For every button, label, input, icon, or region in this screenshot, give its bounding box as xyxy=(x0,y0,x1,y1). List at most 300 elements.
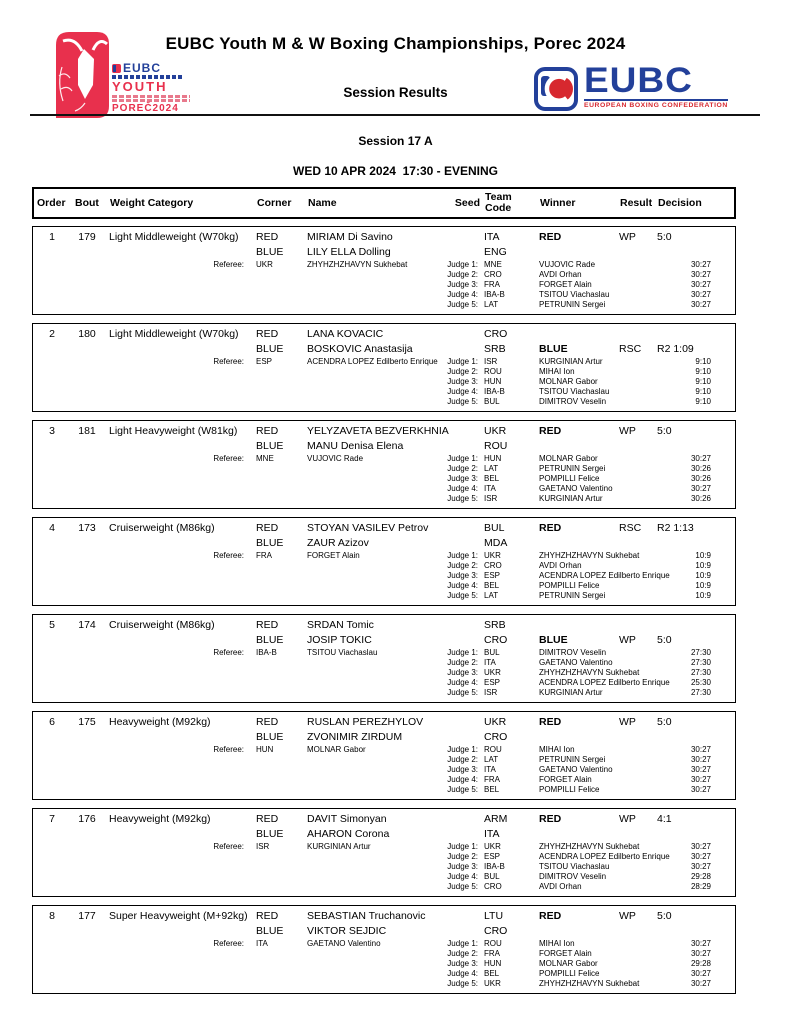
referee-name xyxy=(304,688,441,698)
team-code-red: ARM xyxy=(484,813,508,825)
order-cell: 1 xyxy=(49,231,55,243)
referee-label xyxy=(103,658,253,668)
referee-name xyxy=(304,591,441,601)
judge-label: Judge 4: xyxy=(447,387,478,396)
referee-name xyxy=(304,464,441,474)
referee-label xyxy=(103,474,253,484)
corner-label-blue: BLUE xyxy=(256,343,284,355)
referee-team xyxy=(253,591,304,601)
judge-label: Judge 3: xyxy=(447,959,478,968)
judge-score: 9:10 xyxy=(695,367,711,376)
referee-label xyxy=(103,969,253,979)
blue-corner-row xyxy=(33,924,735,939)
result-value: WP xyxy=(619,634,636,646)
fighter-name-blue: AHARON Corona xyxy=(307,828,390,840)
judge-row xyxy=(33,969,735,979)
judge-team: ROU xyxy=(484,367,502,376)
judge-team: LAT xyxy=(484,755,499,764)
fighter-name-red: SEBASTIAN Truchanovic xyxy=(307,910,426,922)
referee-team xyxy=(253,959,304,969)
judge-name: MOLNAR Gabor xyxy=(539,959,598,968)
judge-label: Judge 2: xyxy=(447,367,478,376)
order-cell: 6 xyxy=(49,716,55,728)
referee-name: MOLNAR Gabor xyxy=(307,745,366,754)
winner-value: BLUE xyxy=(539,634,568,646)
decision-value: 4:1 xyxy=(657,813,672,825)
judge-team: FRA xyxy=(484,775,500,784)
fighter-name-blue: MANU Denisa Elena xyxy=(307,440,404,452)
judge-team: ITA xyxy=(484,658,496,667)
seed-cell xyxy=(441,342,481,357)
referee-team xyxy=(253,561,304,571)
judge-label: Judge 5: xyxy=(447,397,478,406)
referee-name xyxy=(304,377,441,387)
weight-category: Heavyweight (M92kg) xyxy=(109,813,211,825)
referee-name xyxy=(304,561,441,571)
judge-label: Judge 4: xyxy=(447,581,478,590)
referee-team xyxy=(253,755,304,765)
judge-team: LAT xyxy=(484,591,499,600)
eubc-wordmark: EUBC xyxy=(584,60,693,100)
referee-team: IBA-B xyxy=(256,648,277,657)
bout-block xyxy=(32,226,736,315)
judge-score: 25:30 xyxy=(690,678,711,687)
referee-team xyxy=(253,862,304,872)
referee-label xyxy=(103,280,253,290)
referee-name xyxy=(304,979,441,989)
judge-score: 30:27 xyxy=(690,300,711,309)
decision-value: 5:0 xyxy=(657,716,672,728)
judge-name: POMPILLI Felice xyxy=(539,474,600,483)
judge-label: Judge 2: xyxy=(447,658,478,667)
judge-row xyxy=(33,377,735,387)
session-title: Session 17 A xyxy=(358,134,433,148)
judge-score: 30:27 xyxy=(690,270,711,279)
fighter-name-red: DAVIT Simonyan xyxy=(307,813,387,825)
report-subtitle: Session Results xyxy=(343,85,448,100)
judge-label: Judge 3: xyxy=(447,377,478,386)
blue-corner-row xyxy=(33,730,735,745)
referee-label: Referee: xyxy=(213,842,244,851)
referee-label xyxy=(103,949,253,959)
judge-row xyxy=(33,775,735,785)
seed-cell xyxy=(441,536,481,551)
bout-number: 181 xyxy=(78,425,96,437)
referee-name xyxy=(304,367,441,377)
judge-name: POMPILLI Felice xyxy=(539,969,600,978)
judge-label: Judge 3: xyxy=(447,571,478,580)
winner-value xyxy=(536,827,616,842)
referee-label xyxy=(103,688,253,698)
result-value xyxy=(616,730,654,745)
order-cell: 7 xyxy=(49,813,55,825)
referee-label xyxy=(103,377,253,387)
judge-team: UKR xyxy=(484,668,501,677)
judge-name: POMPILLI Felice xyxy=(539,785,600,794)
judge-label: Judge 5: xyxy=(447,494,478,503)
referee-label xyxy=(103,581,253,591)
seed-cell xyxy=(441,812,481,827)
referee-name: TSITOU Viachaslau xyxy=(307,648,378,657)
judge-score: 9:10 xyxy=(695,397,711,406)
winner-value: RED xyxy=(539,231,562,243)
judge-team: ROU xyxy=(484,939,502,948)
judge-name: KURGINIAN Artur xyxy=(539,357,603,366)
judge-row xyxy=(33,745,735,755)
winner-value: RED xyxy=(539,522,562,534)
corner-label-blue: BLUE xyxy=(256,440,284,452)
judge-name: KURGINIAN Artur xyxy=(539,688,603,697)
decision-value: R2 1:13 xyxy=(657,522,694,534)
judge-row xyxy=(33,454,735,464)
referee-label: Referee: xyxy=(213,260,244,269)
judge-score: 9:10 xyxy=(695,387,711,396)
referee-label xyxy=(103,561,253,571)
judge-label: Judge 2: xyxy=(447,561,478,570)
judge-name: MOLNAR Gabor xyxy=(539,377,598,386)
col-team-code-line2: Code xyxy=(485,202,512,214)
decision-value: 5:0 xyxy=(657,425,672,437)
seed-cell xyxy=(441,715,481,730)
team-code-red: BUL xyxy=(484,522,505,534)
results-table xyxy=(32,187,736,1002)
judge-team: BEL xyxy=(484,785,500,794)
judge-name: PETRUNIN Sergei xyxy=(539,591,606,600)
referee-name: ACENDRA LOPEZ Edilberto Enrique xyxy=(307,357,438,366)
corner-label-red: RED xyxy=(256,522,279,534)
eubc-logo xyxy=(533,60,728,112)
corner-label-blue: BLUE xyxy=(256,731,284,743)
team-code-red: CRO xyxy=(484,328,508,340)
judge-row xyxy=(33,842,735,852)
blue-corner-row xyxy=(33,342,735,357)
referee-label xyxy=(103,367,253,377)
judge-team: FRA xyxy=(484,949,500,958)
judge-row xyxy=(33,484,735,494)
judge-label: Judge 5: xyxy=(447,591,478,600)
decision-value: 5:0 xyxy=(657,634,672,646)
judge-name: POMPILLI Felice xyxy=(539,581,600,590)
judge-team: ROU xyxy=(484,745,502,754)
judge-row xyxy=(33,785,735,795)
judge-name: GAETANO Valentino xyxy=(539,765,613,774)
referee-name xyxy=(304,949,441,959)
winner-value: RED xyxy=(539,716,562,728)
judge-name: KURGINIAN Artur xyxy=(539,494,603,503)
referee-name xyxy=(304,872,441,882)
result-value xyxy=(616,327,654,342)
judge-row xyxy=(33,862,735,872)
judge-row xyxy=(33,979,735,989)
judge-team: LAT xyxy=(484,464,499,473)
seed-cell xyxy=(441,618,481,633)
referee-team xyxy=(253,484,304,494)
corner-label-red: RED xyxy=(256,716,279,728)
decision-value: 5:0 xyxy=(657,910,672,922)
referee-team: ISR xyxy=(256,842,270,851)
judge-row xyxy=(33,755,735,765)
judge-team: ISR xyxy=(484,494,498,503)
col-name: Name xyxy=(308,197,337,209)
referee-team: FRA xyxy=(256,551,272,560)
judge-team: CRO xyxy=(484,270,502,279)
judge-score: 29:28 xyxy=(690,959,711,968)
judge-row xyxy=(33,561,735,571)
result-value: WP xyxy=(619,425,636,437)
result-value xyxy=(616,618,654,633)
referee-name: GAETANO Valentino xyxy=(307,939,381,948)
referee-label xyxy=(103,484,253,494)
referee-name xyxy=(304,280,441,290)
referee-team xyxy=(253,852,304,862)
judge-score: 30:27 xyxy=(690,969,711,978)
referee-name xyxy=(304,678,441,688)
session-datetime: WED 10 APR 2024 17:30 - EVENING xyxy=(293,164,498,178)
referee-team xyxy=(253,464,304,474)
referee-label xyxy=(103,852,253,862)
red-corner-row xyxy=(33,230,735,245)
judge-row xyxy=(33,591,735,601)
judge-label: Judge 3: xyxy=(447,280,478,289)
decision-value xyxy=(654,924,713,939)
team-code-blue: ROU xyxy=(484,440,508,452)
weight-category: Light Middleweight (W70kg) xyxy=(109,231,239,243)
blue-corner-row xyxy=(33,439,735,454)
judge-score: 10:9 xyxy=(695,571,711,580)
referee-team xyxy=(253,494,304,504)
judge-score: 10:9 xyxy=(695,581,711,590)
winner-value xyxy=(536,618,616,633)
judge-score: 30:27 xyxy=(690,775,711,784)
referee-name xyxy=(304,494,441,504)
winner-value xyxy=(536,924,616,939)
red-corner-row xyxy=(33,715,735,730)
judge-name: ACENDRA LOPEZ Edilberto Enrique xyxy=(539,571,670,580)
judge-team: CRO xyxy=(484,882,502,891)
judge-label: Judge 2: xyxy=(447,755,478,764)
result-value: WP xyxy=(619,813,636,825)
result-value: RSC xyxy=(619,522,642,534)
result-value: WP xyxy=(619,910,636,922)
referee-team: ESP xyxy=(256,357,273,366)
badge-glove-icon xyxy=(112,64,121,73)
team-code-blue: MDA xyxy=(484,537,508,549)
judge-row xyxy=(33,474,735,484)
red-corner-row xyxy=(33,812,735,827)
red-corner-row xyxy=(33,618,735,633)
referee-name xyxy=(304,959,441,969)
decision-value xyxy=(654,536,713,551)
blue-corner-row xyxy=(33,536,735,551)
col-order: Order xyxy=(37,197,66,209)
judge-row xyxy=(33,387,735,397)
referee-team: MNE xyxy=(256,454,274,463)
judge-name: ACENDRA LOPEZ Edilberto Enrique xyxy=(539,678,670,687)
referee-team xyxy=(253,785,304,795)
result-value xyxy=(616,924,654,939)
bout-number: 176 xyxy=(78,813,96,825)
referee-label xyxy=(103,397,253,407)
corner-label-red: RED xyxy=(256,231,279,243)
referee-name xyxy=(304,775,441,785)
referee-team xyxy=(253,979,304,989)
decision-value xyxy=(654,827,713,842)
judge-team: BUL xyxy=(484,648,500,657)
judge-label: Judge 5: xyxy=(447,688,478,697)
referee-name xyxy=(304,755,441,765)
referee-name xyxy=(304,571,441,581)
seed-cell xyxy=(441,633,481,648)
referee-label: Referee: xyxy=(213,939,244,948)
judge-label: Judge 1: xyxy=(447,551,478,560)
judge-score: 30:27 xyxy=(690,979,711,988)
referee-label xyxy=(103,959,253,969)
decision-value xyxy=(654,439,713,454)
judge-label: Judge 1: xyxy=(447,939,478,948)
judge-score: 30:26 xyxy=(690,494,711,503)
judge-row xyxy=(33,959,735,969)
blue-corner-row xyxy=(33,633,735,648)
judge-row xyxy=(33,260,735,270)
judge-score: 30:26 xyxy=(690,464,711,473)
judge-team: ESP xyxy=(484,678,501,687)
referee-label xyxy=(103,862,253,872)
result-value xyxy=(616,439,654,454)
referee-team xyxy=(253,397,304,407)
decision-value xyxy=(654,730,713,745)
judge-team: BEL xyxy=(484,474,500,483)
blue-corner-row xyxy=(33,827,735,842)
referee-name: FORGET Alain xyxy=(307,551,360,560)
referee-name xyxy=(304,658,441,668)
judge-name: GAETANO Valentino xyxy=(539,484,613,493)
fighter-name-red: STOYAN VASILEV Petrov xyxy=(307,522,429,534)
judge-row xyxy=(33,571,735,581)
judge-label: Judge 1: xyxy=(447,260,478,269)
referee-name xyxy=(304,300,441,310)
referee-name xyxy=(304,290,441,300)
bout-block xyxy=(32,808,736,897)
judge-team: FRA xyxy=(484,280,500,289)
judge-team: ITA xyxy=(484,765,496,774)
corner-label-blue: BLUE xyxy=(256,634,284,646)
judge-row xyxy=(33,551,735,561)
corner-label-blue: BLUE xyxy=(256,925,284,937)
corner-label-red: RED xyxy=(256,425,279,437)
judge-label: Judge 1: xyxy=(447,745,478,754)
referee-label xyxy=(103,882,253,892)
winner-value: RED xyxy=(539,425,562,437)
team-code-blue: CRO xyxy=(484,731,508,743)
referee-label xyxy=(103,678,253,688)
weight-category: Light Heavyweight (W81kg) xyxy=(109,425,238,437)
col-decision: Decision xyxy=(658,197,702,209)
bout-block xyxy=(32,323,736,412)
referee-label xyxy=(103,785,253,795)
judge-row xyxy=(33,678,735,688)
corner-label-red: RED xyxy=(256,619,279,631)
judge-label: Judge 4: xyxy=(447,678,478,687)
judge-team: BUL xyxy=(484,397,500,406)
judge-score: 30:27 xyxy=(690,484,711,493)
judge-name: PETRUNIN Sergei xyxy=(539,300,606,309)
referee-name xyxy=(304,785,441,795)
judge-row xyxy=(33,765,735,775)
referee-name xyxy=(304,852,441,862)
judge-score: 30:26 xyxy=(690,474,711,483)
bout-block xyxy=(32,517,736,606)
judge-score: 30:27 xyxy=(690,280,711,289)
judge-team: MNE xyxy=(484,260,502,269)
judge-score: 30:27 xyxy=(690,949,711,958)
judge-row xyxy=(33,280,735,290)
judge-score: 27:30 xyxy=(690,668,711,677)
bout-block xyxy=(32,905,736,994)
referee-team xyxy=(253,775,304,785)
judge-name: MIHAI Ion xyxy=(539,939,575,948)
referee-team xyxy=(253,765,304,775)
judge-label: Judge 4: xyxy=(447,290,478,299)
judge-label: Judge 4: xyxy=(447,484,478,493)
judge-name: DIMITROV Veselin xyxy=(539,648,607,657)
referee-name: ZHYHZHZHAVYN Sukhebat xyxy=(307,260,408,269)
referee-name xyxy=(304,668,441,678)
judge-label: Judge 3: xyxy=(447,862,478,871)
judge-score: 30:27 xyxy=(690,852,711,861)
referee-team xyxy=(253,668,304,678)
col-seed: Seed xyxy=(454,197,480,209)
referee-team: UKR xyxy=(256,260,273,269)
judge-team: IBA-B xyxy=(484,862,505,871)
judge-team: ISR xyxy=(484,688,498,697)
order-cell: 5 xyxy=(49,619,55,631)
referee-label: Referee: xyxy=(213,551,244,560)
badge-eubc-text: EUBC xyxy=(123,61,162,75)
winner-value xyxy=(536,245,616,260)
judge-row xyxy=(33,658,735,668)
judge-name: TSITOU Viachaslau xyxy=(539,862,610,871)
referee-team xyxy=(253,377,304,387)
badge-porec-text: POREČ2024 xyxy=(112,103,179,114)
red-corner-row xyxy=(33,521,735,536)
order-cell: 4 xyxy=(49,522,55,534)
judge-team: UKR xyxy=(484,551,501,560)
judge-name: TSITOU Viachaslau xyxy=(539,387,610,396)
judge-label: Judge 5: xyxy=(447,979,478,988)
judge-name: ZHYHZHZHAVYN Sukhebat xyxy=(539,842,640,851)
referee-label: Referee: xyxy=(213,454,244,463)
judge-name: AVDI Orhan xyxy=(539,882,582,891)
team-code-red: SRB xyxy=(484,619,506,631)
winner-value: BLUE xyxy=(539,343,568,355)
judge-row xyxy=(33,300,735,310)
corner-label-blue: BLUE xyxy=(256,828,284,840)
judge-row xyxy=(33,494,735,504)
corner-label-blue: BLUE xyxy=(256,246,284,258)
referee-label xyxy=(103,387,253,397)
referee-label xyxy=(103,979,253,989)
corner-label-red: RED xyxy=(256,328,279,340)
bout-block xyxy=(32,420,736,509)
judge-name: PETRUNIN Sergei xyxy=(539,755,606,764)
seed-cell xyxy=(441,230,481,245)
judge-label: Judge 3: xyxy=(447,765,478,774)
header-divider xyxy=(30,114,760,116)
judge-label: Judge 2: xyxy=(447,852,478,861)
judge-label: Judge 1: xyxy=(447,842,478,851)
fighter-name-red: YELYZAVETA BEZVERKHNIA xyxy=(307,425,449,437)
judge-name: PETRUNIN Sergei xyxy=(539,464,606,473)
